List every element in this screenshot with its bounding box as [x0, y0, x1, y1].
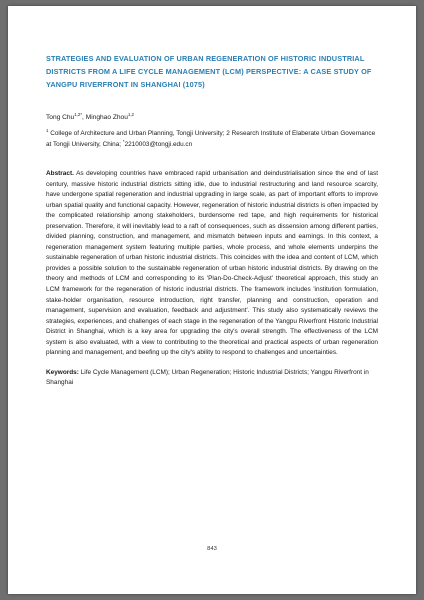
email-address: 2210003@tongji.edu.cn — [124, 140, 193, 148]
paper-title: STRATEGIES AND EVALUATION OF URBAN REGENERATION OF HISTORIC INDUSTRIAL DISTRICTS FROM A LIFE CYCLE MANAGEMENT (LCM) PERSPECTIVE: A CASE STUDY OF YANGPU RIVERFRONT IN SHANGHAI (1075) — [46, 54, 372, 89]
author-name: Minghao Zhou — [85, 114, 128, 121]
affiliation-marker: 1 — [46, 127, 49, 133]
affiliation — [46, 129, 378, 150]
keywords-label: Keywords: — [46, 368, 79, 376]
author-affiliation-marker: 1,2* — [74, 111, 83, 117]
abstract-label: Abstract. — [46, 170, 74, 177]
abstract — [46, 169, 378, 359]
abstract-text: As developing countries have embraced rapid urbanisation and deindustrialisation since the end of last century, massive historic industrial districts sitting idle, due to industrial restructuring and land resource scarcity, have undergone spatial regeneration and industrial upgrading in large scale, as part of important efforts to improve urban spatial quality and functional capacity. However, regeneration of historic industrial districts is often impacted by the complicated relationship among stakeholders, burdensome red tape, and high requirements for historical preservation. Therefore, it will inevitably lead to a raft of consequences, such as dissension among different parties, divided planning, construction, and management, and mismatch between inputs and earnings. In this context, a regeneration management system featuring multiple parties, whole process, and whole elements underpins the sustainable regeneration of urban historic industrial districts. This coincides with the idea and content of LCM, which provides a possible solution to the sustainable regeneration of urban historic industrial districts. By drawing on the theory and methods of LCM and corresponding to its 'Plan-Do-Check-Adjust' theoretical approach, this study an LCM framework for the regeneration of historic industrial districts. The framework includes 'institution formulation, stake-holder organisation, resource introduction, right transfer, planning and construction, operation and management, supervision and evaluation, feedback and adjustment'. This study also systematically reviews the strategies, experiences, and challenges of each stage in the regeneration of the Yangpu Riverfront Historic Industrial District in Shanghai, which is a key area for upgrading the city's overall strength. The effectiveness of the LCM system is also evaluated, with a view to contributing to the theoretical and practical aspects of urban regeneration planning and management, and beefing up the city's ability to respond to challenges and uncertainties. — [46, 170, 378, 357]
page-number: 843 — [207, 546, 217, 552]
author-name: Tong Chu — [46, 114, 75, 121]
author-separator: , — [82, 114, 86, 121]
author-line — [46, 113, 378, 122]
document-page — [8, 6, 416, 594]
keywords — [46, 368, 378, 389]
email-marker: * — [122, 138, 125, 144]
author-affiliation-marker: 1,2 — [127, 111, 134, 117]
affiliation-text: College of Architecture and Urban Planning, Tongji University; 2 Research Institute of Elaberate Urban Governance at Tongji University, China; — [46, 130, 376, 148]
keywords-text: Life Cycle Management (LCM); Urban Regeneration; Historic Industrial Districts; Yangpu Riverfront in Shanghai — [46, 368, 369, 387]
